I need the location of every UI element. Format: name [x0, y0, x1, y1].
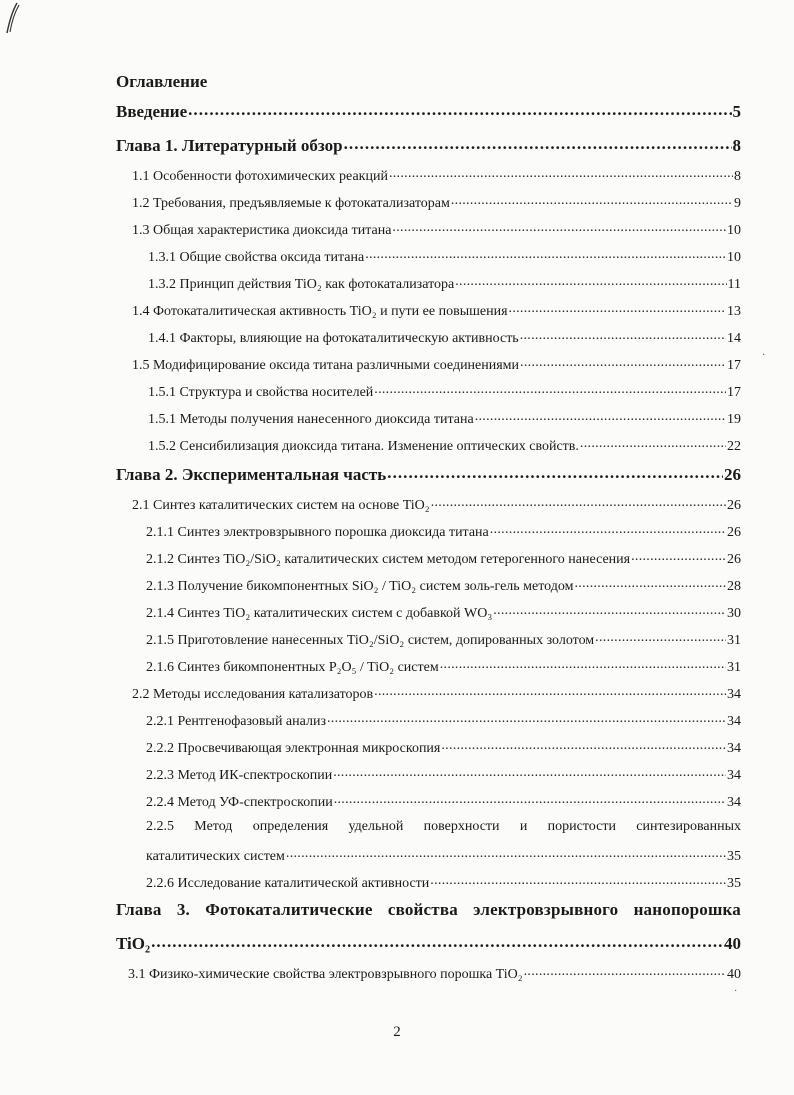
toc-entry[interactable] — [128, 964, 741, 984]
toc-entry[interactable] — [116, 100, 741, 124]
dot-leader — [451, 193, 733, 207]
toc-entry-label: 2.1.5 Приготовление нанесенных TiO₂/SiO₂ систем, допированных золотом — [146, 633, 595, 648]
toc-entry[interactable] — [132, 684, 741, 704]
toc-entry-label: Глава 1. Литературный обзор — [116, 136, 343, 155]
dot-leader — [365, 247, 726, 261]
toc-entry-page: 26 — [727, 498, 741, 513]
dot-leader — [374, 382, 726, 396]
toc-entry-page: 30 — [727, 606, 741, 621]
toc-entry-page: 31 — [727, 633, 741, 648]
dot-leader — [431, 495, 726, 509]
toc-entry-page: 34 — [727, 741, 741, 756]
toc-entry-page: 10 — [727, 223, 741, 238]
dot-leader — [595, 630, 726, 644]
toc-entry[interactable] — [148, 382, 741, 402]
toc-entry-label: 1.5.1 Структура и свойства носителей — [148, 385, 374, 400]
dot-leader — [475, 409, 726, 423]
toc-entry[interactable] — [146, 522, 741, 542]
toc-entry-label: 2.2.4 Метод УФ-спектроскопии — [146, 795, 333, 810]
dot-leader — [327, 711, 726, 725]
toc-entry-label: 2.1 Синтез каталитических систем на основе TiO₂ — [132, 498, 430, 513]
toc-entry[interactable] — [146, 603, 741, 623]
dot-leader — [490, 522, 726, 536]
toc-entry-page: 8 — [732, 136, 741, 155]
toc-entry[interactable] — [132, 166, 741, 186]
toc-entry-page: 34 — [727, 714, 741, 729]
toc-entry-page: 34 — [727, 768, 741, 783]
toc-entry-label: 2.1.1 Синтез электровзрывного порошка диоксида титана — [146, 525, 489, 540]
toc-entry[interactable] — [146, 873, 741, 893]
dot-leader — [151, 932, 723, 949]
toc-entry-page: 34 — [727, 795, 741, 810]
toc-entry-label: 2.1.6 Синтез бикомпонентных P₂O₅ / TiO₂ систем — [146, 660, 439, 675]
toc-entry[interactable] — [146, 657, 741, 677]
toc-entry[interactable] — [146, 792, 741, 812]
toc-entry-page: 13 — [727, 304, 741, 319]
dot-leader — [493, 603, 726, 617]
dot-leader — [520, 328, 726, 342]
toc-entry-label: 1.3.1 Общие свойства оксида титана — [148, 250, 365, 265]
dot-leader — [631, 549, 726, 563]
toc-entry-label: Глава 2. Экспериментальная часть — [116, 465, 387, 484]
toc-entry-label: 2.2.2 Просвечивающая электронная микроскопия — [146, 741, 441, 756]
toc-entry-label: 3.1 Физико-химические свойства электровзрывного порошка TiO₂ — [128, 967, 523, 982]
toc-entry[interactable] — [146, 576, 741, 596]
toc-entry[interactable] — [148, 436, 741, 456]
toc-entry[interactable] — [116, 463, 741, 487]
scan-speck: · — [734, 986, 738, 997]
dot-leader — [524, 964, 726, 978]
toc-entry[interactable] — [148, 409, 741, 429]
toc-entry[interactable] — [132, 301, 741, 321]
toc-entry-label: 1.3.2 Принцип действия TiO₂ как фотокатализатора — [148, 277, 455, 292]
toc-entry[interactable] — [132, 193, 741, 213]
scan-speck: · — [762, 350, 766, 361]
dot-leader — [509, 301, 726, 315]
dot-leader — [333, 765, 726, 779]
toc-entry-label: 1.5.2 Сенсибилизация диоксида титана. Изменение оптических свойств. — [148, 439, 579, 454]
dot-leader — [455, 274, 726, 288]
toc-entry-page: 17 — [727, 385, 741, 400]
toc-entry[interactable] — [146, 549, 741, 569]
toc-entry[interactable] — [148, 274, 741, 294]
toc-entry-page: 40 — [724, 934, 741, 953]
toc-entry-page: 22 — [727, 439, 741, 454]
dot-leader — [520, 355, 726, 369]
toc-entry-page: 14 — [727, 331, 741, 346]
toc-entry[interactable] — [146, 738, 741, 758]
toc-entry-page: 8 — [734, 169, 741, 184]
dot-leader — [575, 576, 727, 590]
toc-entry-label: Введение — [116, 102, 188, 121]
toc-entry-label-wrapped[interactable]: Глава 3. Фотокаталитические свойства электровзрывного нанопорошка — [116, 900, 741, 919]
dot-leader — [580, 436, 726, 450]
toc-entry[interactable] — [132, 220, 741, 240]
dot-leader — [286, 846, 726, 860]
dot-leader — [441, 738, 726, 752]
toc-entry-page: 26 — [727, 552, 741, 567]
toc-entry-page: 35 — [727, 849, 741, 864]
toc-entry-page: 26 — [724, 465, 741, 484]
page-number: 2 — [393, 1024, 401, 1040]
dot-leader — [334, 792, 726, 806]
toc-entry-label: 1.5.1 Методы получения нанесенного диоксида титана — [148, 412, 474, 427]
dot-leader — [430, 873, 726, 887]
toc-entry-page: 11 — [727, 277, 741, 292]
toc-entry-page: 31 — [727, 660, 741, 675]
toc-entry-label: 1.2 Требования, предъявляемые к фотокатализаторам — [132, 196, 450, 211]
toc-entry[interactable] — [146, 846, 741, 866]
toc-entry[interactable] — [146, 765, 741, 785]
toc-entry-page: 40 — [727, 967, 741, 982]
toc-entry-page: 35 — [727, 876, 741, 891]
toc-entry[interactable] — [146, 630, 741, 650]
toc-entry-label: 1.3 Общая характеристика диоксида титана — [132, 223, 392, 238]
toc-entry-label: 2.2.1 Рентгенофазовый анализ — [146, 714, 326, 729]
toc-entry-label: 1.1 Особенности фотохимических реакций — [132, 169, 388, 184]
toc-entry[interactable] — [146, 711, 741, 731]
dot-leader — [344, 134, 732, 151]
toc-entry-label: 2.2.6 Исследование каталитической активности — [146, 876, 430, 891]
toc-entry-page: 10 — [727, 250, 741, 265]
toc-entry-label: 1.4.1 Факторы, влияющие на фотокаталитическую активность — [148, 331, 519, 346]
toc-entry-label: каталитических систем — [146, 849, 285, 864]
toc-entry[interactable] — [132, 355, 741, 375]
toc-entry-page: 5 — [732, 102, 741, 121]
toc-entry-label: 1.5 Модифицирование оксида титана различными соединениями — [132, 358, 520, 373]
toc-heading: Оглавление — [116, 72, 208, 91]
dot-leader — [374, 684, 726, 698]
toc-entry-label-wrapped[interactable]: 2.2.5 Метод определения удельной поверхности и пористости синтезированных — [146, 819, 741, 834]
toc-entry-label: 2.2.3 Метод ИК-спектроскопии — [146, 768, 333, 783]
toc-entry-page: 34 — [727, 687, 741, 702]
toc-entry-label: 2.1.2 Синтез TiO₂/SiO₂ каталитических систем методом гетерогенного нанесения — [146, 552, 631, 567]
dot-leader — [387, 463, 723, 480]
toc-entry-label: 2.1.3 Получение бикомпонентных SiO₂ / TiO₂ систем золь-гель методом — [146, 579, 574, 594]
toc-entry-label: TiO₂ — [116, 934, 151, 953]
dot-leader — [389, 166, 733, 180]
toc-entry-page: 17 — [727, 358, 741, 373]
toc-entry-label: 2.1.4 Синтез TiO₂ каталитических систем с добавкой WO₃ — [146, 606, 493, 621]
dot-leader — [440, 657, 726, 671]
toc-entry-page: 26 — [727, 525, 741, 540]
toc-entry[interactable] — [116, 932, 741, 956]
toc-entry[interactable] — [148, 328, 741, 348]
toc-entry[interactable] — [116, 134, 741, 158]
toc-entry-page: 9 — [734, 196, 741, 211]
dot-leader — [392, 220, 726, 234]
toc-entry[interactable] — [148, 247, 741, 267]
toc-entry[interactable] — [132, 495, 741, 515]
toc-entry-page: 19 — [727, 412, 741, 427]
toc-entry-label: 1.4 Фотокаталитическая активность TiO₂ и пути ее повышения — [132, 304, 508, 319]
toc-entry-page: 28 — [727, 579, 741, 594]
dot-leader — [188, 100, 731, 117]
toc-entry-label: 2.2 Методы исследования катализаторов — [132, 687, 374, 702]
